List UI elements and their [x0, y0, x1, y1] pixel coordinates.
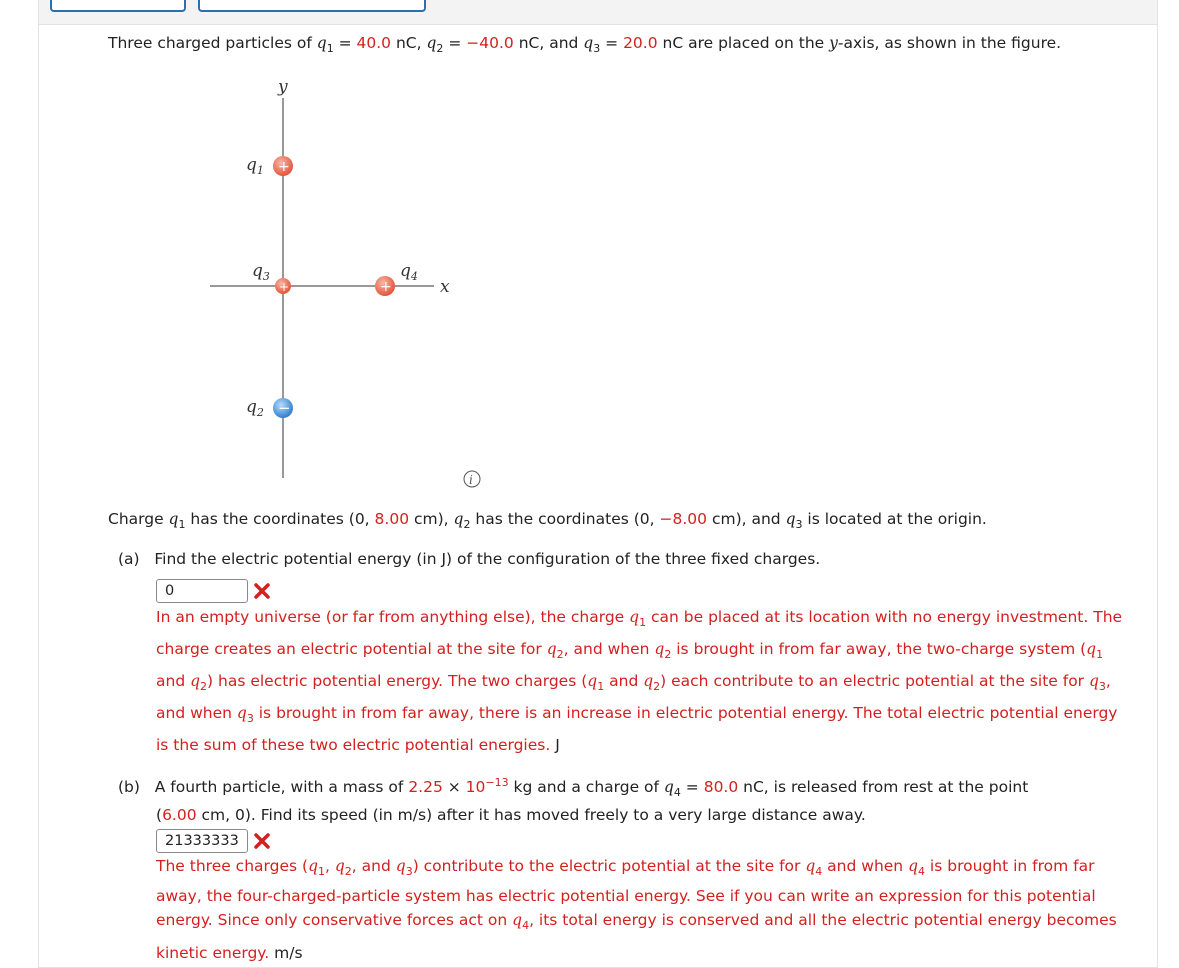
q2-label: $q_2$: [246, 397, 264, 419]
q4-plus-sign: +: [380, 279, 392, 295]
part-a-answer-input[interactable]: 0: [156, 579, 248, 603]
part-a-unit: J: [550, 736, 560, 754]
svg-text:i: i: [469, 473, 473, 487]
x-axis-label: x: [440, 277, 450, 297]
part-b-unit: m/s: [269, 944, 303, 962]
q4-label: $q_4$: [400, 261, 418, 283]
q2-value: −40.0: [466, 34, 514, 52]
problem-statement: Three charged particles of $q_1 = 40.0$ nC, $q_2 = -40.0$ nC, and $q_3 = 20.0$ nC are placed on the y-axis, as shown in the figure.: [108, 34, 1062, 55]
q3-plus-sign: +: [279, 280, 290, 294]
q2-minus-sign: −: [278, 399, 291, 417]
q1-plus-sign: +: [278, 159, 290, 175]
info-icon[interactable]: [464, 471, 480, 487]
incorrect-x-icon: [252, 581, 272, 601]
q1-label: $q_1$: [246, 155, 264, 177]
coordinates-text: Charge $q_1$ has the coordinates (0, 8.00 cm), $q_2$ has the coordinates (0, −8.00 cm), and $q_3$ is located at the origin.: [108, 510, 987, 531]
q3-value: 20.0: [623, 34, 658, 52]
y-axis-label: y: [278, 77, 288, 97]
incorrect-x-icon: [252, 831, 272, 851]
part-a-question: (a) Find the electric potential energy (in J) of the configuration of the three fixed charges.: [118, 550, 821, 568]
q1-value: 40.0: [356, 34, 392, 52]
part-b-feedback: The three charges ($q_1$, $q_2$, and $q_3$) contribute to the electric potential at the site for $q_4$ and when $q_4$ is brought in from far away, the four-charged-particle system has electric potential energy. See if you can write an expression for this potential energy. Since only conservative forces act on $q_4$, its total energy is conserved and all the electric potential energy becomes kinetic energy. m/s: [156, 857, 1117, 962]
q3-label: $q_3$: [252, 261, 270, 283]
charge-figure: [200, 70, 500, 490]
part-b-question: (b) A fourth particle, with a mass of $2.25 \times 10^{-13}$ kg and a charge of $q_4 = 80.0$ nC, is released from rest at the point (6.00 cm, 0). Find its speed (in m/s) after it has moved freely to a very large distance away.: [118, 776, 1029, 824]
part-b-answer-input[interactable]: 21333333: [156, 829, 248, 853]
part-a-feedback: In an empty universe (or far from anything else), the charge $q_1$ can be placed at its location with no energy investment. The charge creates an electric potential at the site for $q_2$, and when $q_2$ is brought in from far away, the two-charge system ($q_1$ and $q_2$) has electric potential energy. The two charges ($q_1$ and $q_2$) each contribute to an electric potential at the site for $q_3$, and when $q_3$ is brought in from far away, there is an increase in electric potential energy. The total electric potential energy is the sum of these two electric potential energies. J: [156, 608, 1123, 754]
